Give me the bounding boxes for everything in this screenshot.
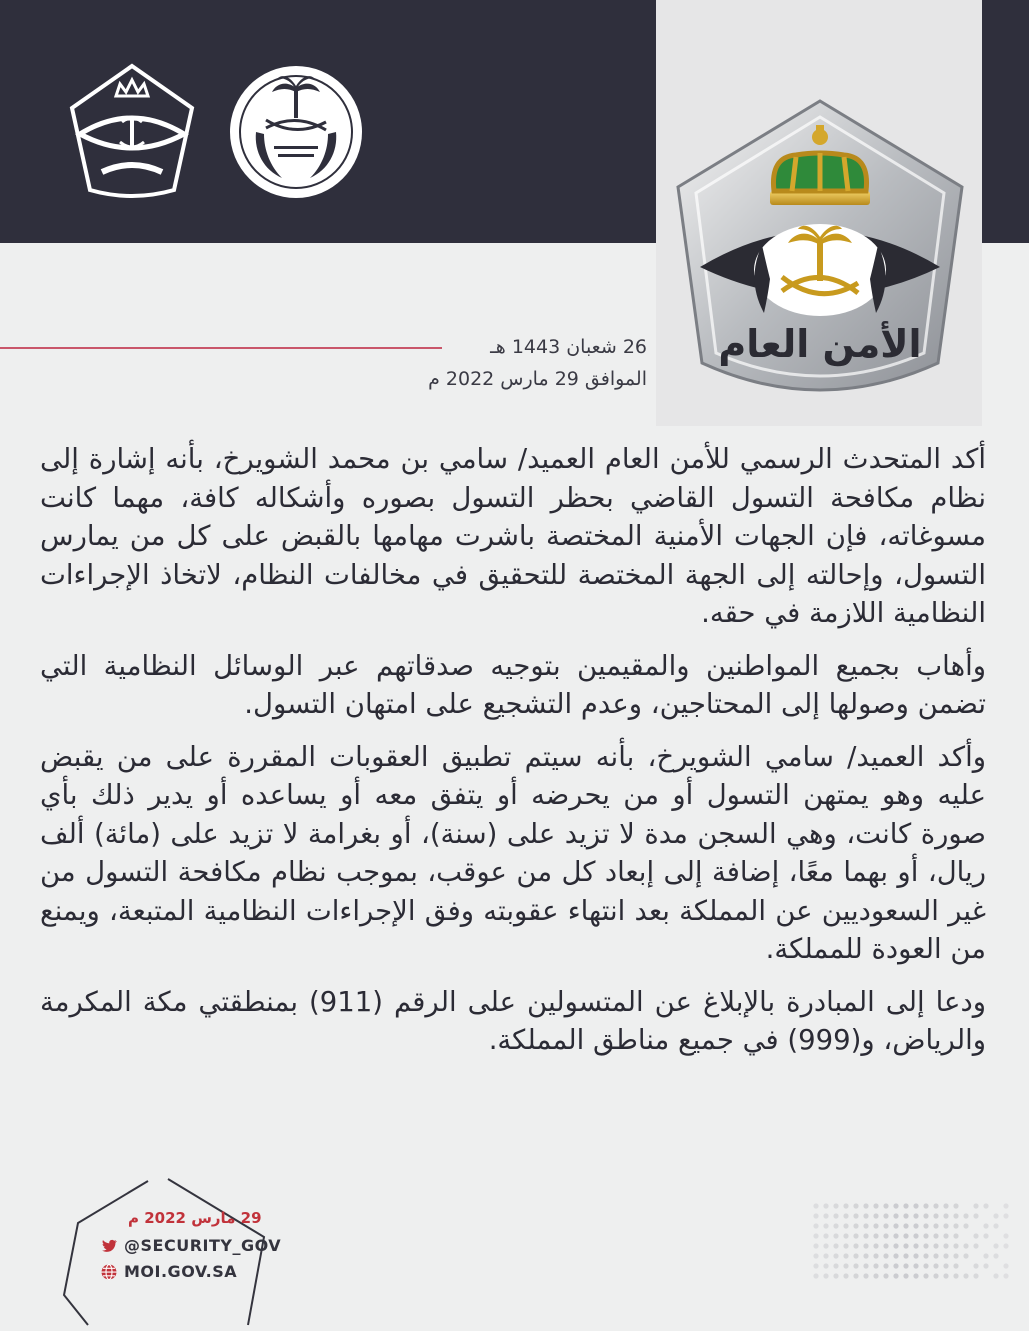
pattern-dot — [943, 1213, 948, 1218]
pattern-dot — [923, 1253, 928, 1258]
pattern-dot — [893, 1263, 898, 1268]
pattern-dot — [863, 1263, 868, 1268]
pattern-dot — [843, 1243, 848, 1248]
pattern-dot — [923, 1203, 928, 1208]
paragraph: ودعا إلى المبادرة بالإبلاغ عن المتسولين على الرقم (911) بمنطقتي مكة المكرمة والرياض، و(999) في جميع مناطق المملكة. — [40, 985, 986, 1056]
pattern-dot — [983, 1263, 988, 1268]
pattern-dot — [843, 1233, 848, 1238]
pattern-dot — [853, 1253, 858, 1258]
paragraph: وأهاب بجميع المواطنين والمقيمين بتوجيه صدقاتهم عبر الوسائل النظامية التي تضمن وصولها إلى المحتاجين، وعدم التشجيع على امتهان التسول. — [40, 649, 986, 720]
pattern-dot — [893, 1253, 898, 1258]
pattern-dot — [853, 1223, 858, 1228]
twitter-handle-row[interactable] — [100, 1236, 281, 1255]
pattern-dot — [813, 1223, 818, 1228]
pattern-dot — [873, 1243, 878, 1248]
paragraph: أكد المتحدث الرسمي للأمن العام العميد/ سامي بن محمد الشويرخ، بأنه إشارة إلى نظام مكافحة التسول القاضي بحظر التسول بصوره وأشكاله كافة، مهما كانت مسوغاته، فإن الجهات الأمنية المختصة باشرت مهامها بالقبض على كل من يمارس التسول، وإحالته إلى الجهة المختصة للتحقيق في مخالفات النظام، لاتخاذ الإجراءات النظامية اللازمة في حقه. — [40, 443, 986, 629]
pattern-dot — [1003, 1233, 1008, 1238]
pattern-dot — [823, 1253, 828, 1258]
pattern-dot — [983, 1203, 988, 1208]
pattern-dot — [813, 1243, 818, 1248]
pattern-dot — [953, 1213, 958, 1218]
pattern-dot — [823, 1223, 828, 1228]
pattern-dot — [983, 1233, 988, 1238]
pattern-dot — [873, 1203, 878, 1208]
decorative-dot-pattern — [810, 1200, 1010, 1290]
pattern-dot — [993, 1243, 998, 1248]
pattern-dot — [923, 1263, 928, 1268]
pattern-dot — [823, 1203, 828, 1208]
pattern-dot — [813, 1213, 818, 1218]
pattern-dot — [953, 1223, 958, 1228]
pattern-dot — [973, 1213, 978, 1218]
website-link[interactable]: MOI.GOV.SA — [124, 1262, 238, 1281]
globe-icon — [100, 1263, 118, 1281]
pattern-dot — [933, 1263, 938, 1268]
pattern-dot — [903, 1223, 908, 1228]
pattern-dot — [1003, 1243, 1008, 1248]
pattern-dot — [853, 1263, 858, 1268]
pattern-dot — [943, 1263, 948, 1268]
footer-date: 29 مارس 2022 م — [128, 1209, 262, 1227]
pattern-dot — [843, 1213, 848, 1218]
pattern-dot — [1003, 1263, 1008, 1268]
pattern-dot — [913, 1223, 918, 1228]
pattern-dot — [933, 1243, 938, 1248]
pattern-dot — [943, 1203, 948, 1208]
pattern-dot — [863, 1253, 868, 1258]
pattern-dot — [823, 1243, 828, 1248]
pattern-dot — [863, 1273, 868, 1278]
pattern-dot — [853, 1273, 858, 1278]
pattern-dot — [893, 1213, 898, 1218]
pattern-dot — [813, 1233, 818, 1238]
pattern-dot — [823, 1233, 828, 1238]
pattern-dot — [863, 1213, 868, 1218]
date-gregorian: الموافق 29 مارس 2022 م — [428, 368, 647, 390]
pattern-dot — [833, 1223, 838, 1228]
pattern-dot — [963, 1213, 968, 1218]
pattern-dot — [913, 1213, 918, 1218]
pattern-dot — [833, 1203, 838, 1208]
pattern-dot — [933, 1203, 938, 1208]
pattern-dot — [813, 1203, 818, 1208]
badge-text: الأمن العام — [718, 322, 922, 366]
pattern-dot — [833, 1243, 838, 1248]
pattern-dot — [873, 1233, 878, 1238]
pattern-dot — [993, 1253, 998, 1258]
pattern-dot — [953, 1243, 958, 1248]
pattern-dot — [903, 1243, 908, 1248]
website-row[interactable] — [100, 1262, 237, 1281]
twitter-icon — [100, 1237, 118, 1255]
pattern-dot — [903, 1213, 908, 1218]
pattern-dot — [913, 1253, 918, 1258]
pattern-dot — [983, 1253, 988, 1258]
date-hijri: 26 شعبان 1443 هـ — [490, 336, 647, 358]
pattern-dot — [903, 1233, 908, 1238]
pattern-dot — [823, 1263, 828, 1268]
pattern-dot — [893, 1273, 898, 1278]
pattern-dot — [983, 1223, 988, 1228]
pattern-dot — [873, 1273, 878, 1278]
pattern-dot — [943, 1253, 948, 1258]
pattern-dot — [863, 1243, 868, 1248]
pattern-dot — [1003, 1213, 1008, 1218]
pattern-dot — [843, 1253, 848, 1258]
pattern-dot — [883, 1213, 888, 1218]
pattern-dot — [873, 1223, 878, 1228]
pattern-dot — [963, 1253, 968, 1258]
pattern-dot — [953, 1273, 958, 1278]
pattern-dot — [953, 1203, 958, 1208]
pattern-dot — [863, 1223, 868, 1228]
pattern-dot — [933, 1233, 938, 1238]
pattern-dot — [883, 1223, 888, 1228]
pattern-dot — [903, 1203, 908, 1208]
pattern-dot — [923, 1233, 928, 1238]
pattern-dot — [923, 1273, 928, 1278]
pattern-dot — [833, 1233, 838, 1238]
pattern-dot — [963, 1273, 968, 1278]
paragraph: وأكد العميد/ سامي الشويرخ، بأنه سيتم تطبيق العقوبات المقررة على من يقبض عليه وهو يمتهن التسول أو من يحرضه أو يتفق معه أو يساعده أو يدير ذلك بأي صورة كانت، وهي السجن مدة لا تزيد على (سنة)، أو بغرامة لا تزيد على (مائة) ألف ريال، أو بهما معًا، إضافة إلى إبعاد كل من عوقب، بموجب نظام مكافحة التسول من غير السعوديين عن المملكة بعد انتهاء عقوبته وفق الإجراءات النظامية المتبعة، ويمنع من العودة للمملكة. — [40, 740, 986, 965]
pattern-dot — [883, 1253, 888, 1258]
pattern-dot — [833, 1213, 838, 1218]
pattern-dot — [963, 1243, 968, 1248]
pattern-dot — [823, 1273, 828, 1278]
pattern-dot — [873, 1263, 878, 1268]
pattern-dot — [883, 1263, 888, 1268]
pattern-dot — [973, 1203, 978, 1208]
pattern-dot — [883, 1273, 888, 1278]
pattern-dot — [963, 1223, 968, 1228]
pattern-dot — [863, 1233, 868, 1238]
pattern-dot — [893, 1233, 898, 1238]
pattern-dot — [813, 1253, 818, 1258]
pattern-dot — [933, 1223, 938, 1228]
pattern-dot — [923, 1213, 928, 1218]
pattern-dot — [903, 1253, 908, 1258]
pattern-dot — [923, 1223, 928, 1228]
pattern-dot — [893, 1243, 898, 1248]
pattern-dot — [973, 1273, 978, 1278]
pattern-dot — [843, 1203, 848, 1208]
pattern-dot — [813, 1273, 818, 1278]
pattern-dot — [943, 1243, 948, 1248]
pattern-dot — [993, 1213, 998, 1218]
pattern-dot — [943, 1233, 948, 1238]
pattern-dot — [913, 1263, 918, 1268]
pattern-dot — [833, 1253, 838, 1258]
pattern-dot — [973, 1233, 978, 1238]
pattern-dot — [973, 1243, 978, 1248]
pattern-dot — [953, 1233, 958, 1238]
pattern-dot — [913, 1243, 918, 1248]
pattern-dot — [933, 1213, 938, 1218]
pattern-dot — [843, 1273, 848, 1278]
pattern-dot — [953, 1263, 958, 1268]
pattern-dot — [823, 1213, 828, 1218]
pattern-dot — [943, 1223, 948, 1228]
pattern-dot — [813, 1263, 818, 1268]
pattern-dot — [863, 1203, 868, 1208]
pattern-dot — [843, 1263, 848, 1268]
pattern-dot — [913, 1233, 918, 1238]
pattern-dot — [953, 1253, 958, 1258]
pattern-dot — [893, 1223, 898, 1228]
pattern-dot — [853, 1233, 858, 1238]
pattern-dot — [843, 1223, 848, 1228]
pattern-dot — [933, 1273, 938, 1278]
accent-divider — [0, 347, 442, 349]
pattern-dot — [883, 1243, 888, 1248]
pattern-dot — [833, 1273, 838, 1278]
public-security-emblem — [62, 62, 202, 207]
pattern-dot — [853, 1243, 858, 1248]
pattern-dot — [1003, 1203, 1008, 1208]
pattern-dot — [993, 1273, 998, 1278]
pattern-dot — [873, 1253, 878, 1258]
pattern-dot — [853, 1213, 858, 1218]
public-security-shield-emblem — [670, 95, 970, 420]
statement-body — [40, 440, 986, 1074]
pattern-dot — [883, 1203, 888, 1208]
pattern-dot — [833, 1263, 838, 1268]
pattern-dot — [913, 1203, 918, 1208]
pattern-dot — [903, 1273, 908, 1278]
pattern-dot — [933, 1253, 938, 1258]
pattern-dot — [883, 1233, 888, 1238]
pattern-dot — [893, 1203, 898, 1208]
pattern-dot — [903, 1263, 908, 1268]
pattern-dot — [973, 1263, 978, 1268]
pattern-dot — [1003, 1273, 1008, 1278]
pattern-dot — [873, 1213, 878, 1218]
pattern-dot — [923, 1243, 928, 1248]
twitter-handle[interactable]: @SECURITY_GOV — [124, 1236, 282, 1255]
pattern-dot — [913, 1273, 918, 1278]
pattern-dot — [993, 1223, 998, 1228]
pattern-dot — [943, 1273, 948, 1278]
ministry-of-interior-emblem — [226, 62, 366, 202]
pattern-dot — [853, 1203, 858, 1208]
